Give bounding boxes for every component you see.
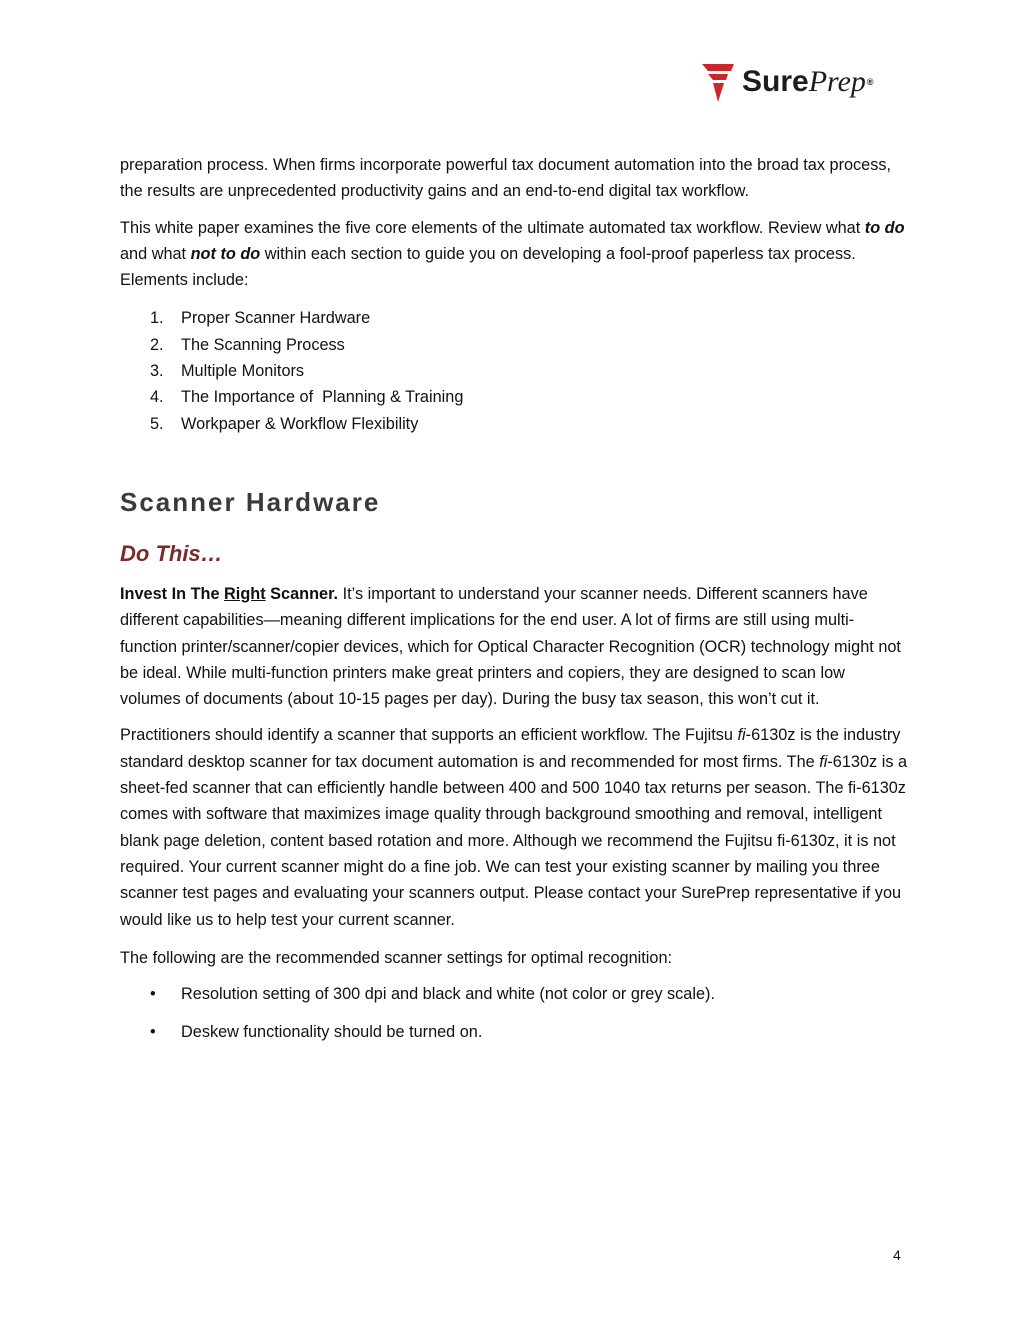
logo-sure-text: Sure [742,65,809,98]
section-subheading: Do This… [120,540,223,566]
bullet-icon: • [150,1023,156,1042]
fi-italic-1: fi [737,726,746,745]
invest-in-scanner-paragraph [120,581,910,712]
to-do-emphasis: to do [864,218,905,237]
list-item [120,358,910,384]
practitioners-text-c: -6130z is the industry standard desktop scanner for tax document automation is and recommended for most firms. The [120,726,901,771]
overview-text-c: and what [120,244,191,263]
sureprep-logo-mark-icon [698,58,738,108]
whitepaper-overview-paragraph [120,215,910,294]
list-item-number: 1. [150,309,164,328]
bullet-icon: • [150,985,156,1004]
page-number: 4 [893,1247,901,1263]
list-item [120,411,910,437]
lead-text-a: Invest In The [120,584,225,603]
overview-text-a: This white paper examines the five core elements of the ultimate automated tax workflow. Review what [120,218,865,237]
sureprep-logo [698,56,908,116]
logo-registered-mark: ® [866,77,874,87]
list-item-label: Multiple Monitors [181,362,305,381]
elements-list [120,305,910,436]
list-item [120,332,910,358]
not-to-do-emphasis: not to do [190,244,261,263]
list-item [120,384,910,410]
bullet-text: Deskew functionality should be turned on. [181,1023,483,1042]
list-item-number: 3. [150,362,164,381]
intro-paragraph: preparation process. When firms incorporate powerful tax document automation into the broad tax process, the results are unprecedented productivity gains and an end-to-end digital tax workflow. [120,156,892,201]
recommended-settings-paragraph: The following are the recommended scanner settings for optimal recognition: [120,948,673,967]
practitioners-paragraph [120,722,910,932]
section-heading: Scanner Hardware [120,486,381,517]
list-item-label: Workpaper & Workflow Flexibility [181,414,419,433]
list-item-number: 2. [150,335,164,354]
lead-text-c: Scanner. [265,584,339,603]
fi-italic-2: fi [819,752,828,771]
logo-prep-text: Prep [808,65,866,98]
list-item-label: The Importance of Planning & Training [181,388,464,407]
lead-text-right: Right [224,584,266,603]
practitioners-text-e: -6130z is a sheet-fed scanner that can efficiently handle between 400 and 500 1040 tax returns per season. The fi-6130z comes with software that maximizes image quality through background smoothing and removal, intelligent blank page deletion, content based rotation and more. Although we recommend the Fujitsu fi-6130z, it is not required. Your current scanner might do a fine job. We can test your existing scanner by mailing you three scanner test pages and evaluating your scanners output. Please contact your SurePrep representative if you would like us to help test your current scanner. [120,752,908,929]
list-item-number: 4. [150,388,164,407]
settings-bullet-list [120,981,910,1046]
list-item-label: The Scanning Process [181,335,345,354]
document-body [120,152,910,1058]
practitioners-text-a: Practitioners should identify a scanner that supports an efficient workflow. The Fujitsu [120,726,738,745]
logo-wordmark [742,62,874,102]
bullet-text: Resolution setting of 300 dpi and black and white (not color or grey scale). [181,985,715,1004]
list-item-label: Proper Scanner Hardware [181,309,371,328]
invest-body-text: It’s important to understand your scanner needs. Different scanners have different capabilities—meaning different implications for the end user. A lot of firms are still using multi-function printer/scanner/copier devices, which for Optical Character Recognition (OCR) technology might not be ideal. While multi-function printers make great printers and copiers, they are designed to scan low volumes of documents (about 10-15 pages per day). During the busy tax season, this won’t cut it. [120,584,901,709]
list-item-number: 5. [150,414,164,433]
bullet-item [120,981,910,1007]
overview-text-e: within each section to guide you on developing a fool-proof paperless tax process. Elements include: [120,244,856,290]
list-item [120,305,910,331]
bullet-item [120,1019,910,1045]
